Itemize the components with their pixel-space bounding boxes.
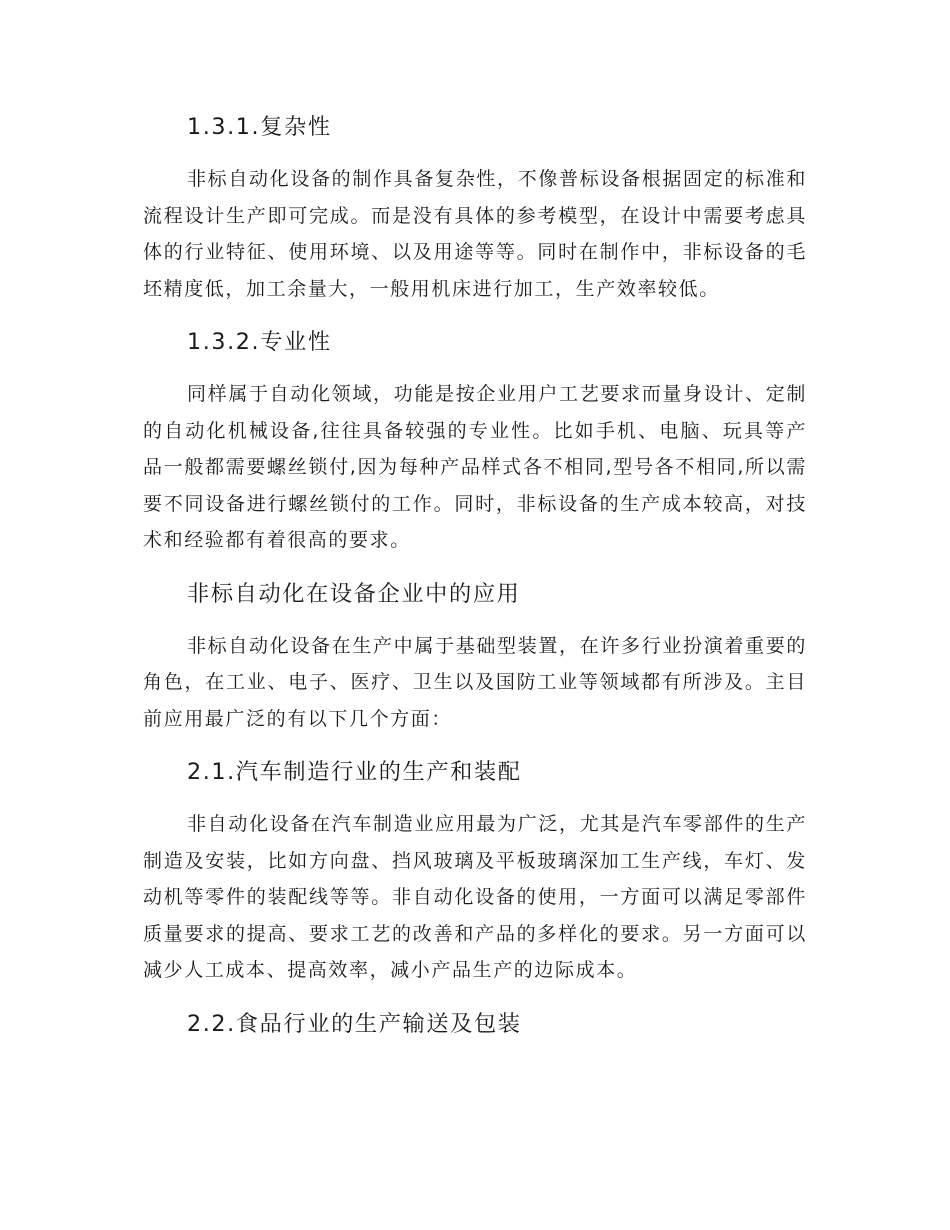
section-heading-2-2: 2.2.食品行业的生产输送及包装 <box>187 1010 522 1037</box>
paragraph-specialization: 同样属于自动化领域，功能是按企业用户工艺要求而量身设计、定制的自动化机械设备,往往具备较强的专业性。比如手机、电脑、玩具等产品一般都需要螺丝锁付,因为每种产品样式各不相同,型号各不相同,所以需要不同设备进行螺丝锁付的工作。同时，非标设备的生产成本较高，对技术和经验都有着很高的要求。 <box>143 383 807 551</box>
document-body <box>143 108 807 1043</box>
paragraph-complexity: 非标自动化设备的制作具备复杂性，不像普标设备根据固定的标准和流程设计生产即可完成。而是没有具体的参考模型，在设计中需要考虑具体的行业特征、使用环境、以及用途等等。同时在制作中，非标设备的毛坯精度低，加工余量大，一般用机床进行加工，生产效率较低。 <box>143 168 807 300</box>
paragraph-applications: 非标自动化设备在生产中属于基础型装置，在许多行业扮演着重要的角色，在工业、电子、医疗、卫生以及国防工业等领域都有所涉及。主目前应用最广泛的有以下几个方面： <box>143 634 807 730</box>
section-heading-2-1: 2.1.汽车制造行业的生产和装配 <box>187 759 522 785</box>
section-heading-applications: 非标自动化在设备企业中的应用 <box>187 580 521 607</box>
section-heading-1-3-2: 1.3.2.专业性 <box>187 329 332 355</box>
paragraph-automotive: 非自动化设备在汽车制造业应用最为广泛，尤其是汽车零部件的生产制造及安装，比如方向盘、挡风玻璃及平板玻璃深加工生产线，车灯、发动机等零件的装配线等等。非自动化设备的使用，一方面可以满足零部件质量要求的提高、要求工艺的改善和产品的多样化的要求。另一方面可以减少人工成本、提高效率，减小产品生产的边际成本。 <box>143 813 807 981</box>
section-heading-1-3-1: 1.3.1.复杂性 <box>187 114 332 140</box>
